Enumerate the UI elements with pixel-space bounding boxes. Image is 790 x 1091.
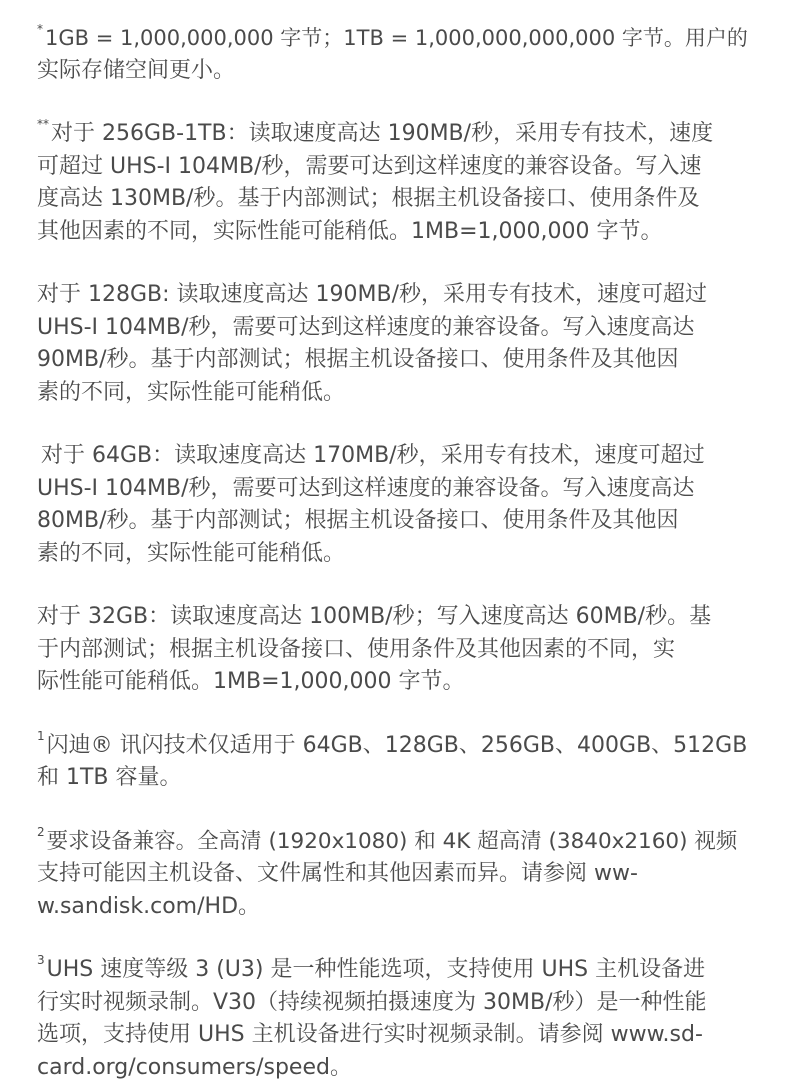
note-line: 素的不同，实际性能可能稍低。 xyxy=(37,540,346,566)
note-line: 选项，支持使用 UHS 主机设备进行实时视频录制。请参阅 www.sd- xyxy=(37,1022,703,1047)
note-line: 其他因素的不同，实际性能可能稍低。1MB=1,000,000 字节。 xyxy=(37,218,663,244)
note-line: 可超过 UHS-I 104MB/秒，需要可达到这样速度的兼容设备。写入速 xyxy=(37,153,702,179)
note-line: UHS 速度等级 3 (U3) 是一种性能选项，支持使用 UHS 主机设备进 xyxy=(46,957,706,982)
footnote-3 xyxy=(37,954,750,1084)
note-line: 80MB/秒。基于内部测试；根据主机设备接口、使用条件及其他因 xyxy=(37,508,679,533)
note-line: 1GB = 1,000,000,000 字节；1TB = 1,000,000,000,000 字节。用户的 xyxy=(45,26,748,50)
note-capacity xyxy=(37,22,750,87)
note-line: 对于 128GB: 读取速度高达 190MB/秒，采用专有技术，速度可超过 xyxy=(37,282,708,307)
note-speed-128gb xyxy=(37,279,750,409)
note-line: 对于 64GB：读取速度高达 170MB/秒，采用专有技术，速度可超过 xyxy=(41,443,705,468)
footnote-1 xyxy=(37,730,750,795)
note-speed-256gb-1tb xyxy=(37,118,750,248)
note-speed-32gb xyxy=(37,601,750,699)
note-line: UHS-I 104MB/秒，需要可达到这样速度的兼容设备。写入速度高达 xyxy=(37,475,695,501)
note-line: card.org/consumers/speed。 xyxy=(37,1054,352,1080)
note-line: 实际存储空间更小。 xyxy=(37,57,236,83)
note-line: 对于 32GB：读取速度高达 100MB/秒；写入速度高达 60MB/秒。基 xyxy=(37,604,712,629)
note-line: 要求设备兼容。全高清 (1920x1080) 和 4K 超高清 (3840x2160) 视频 xyxy=(46,828,738,854)
note-line: 和 1TB 容量。 xyxy=(37,765,182,790)
note-line: 对于 256GB-1TB：读取速度高达 190MB/秒，采用专有技术，速度 xyxy=(51,121,714,146)
note-line: 度高达 130MB/秒。基于内部测试；根据主机设备接口、使用条件及 xyxy=(37,186,700,211)
note-line: w.sandisk.com/HD。 xyxy=(37,893,261,919)
footnote-2 xyxy=(37,826,750,924)
footnote-marker: 3 xyxy=(37,953,45,967)
note-line: 际性能可能稍低。1MB=1,000,000 字节。 xyxy=(37,669,465,694)
note-line: 行实时视频录制。V30（持续视频拍摄速度为 30MB/秒）是一种性能 xyxy=(37,989,707,1015)
note-line: 闪迪® 讯闪技术仅适用于 64GB、128GB、256GB、400GB、512GB xyxy=(46,732,748,758)
note-line: 素的不同，实际性能可能稍低。 xyxy=(37,379,346,405)
footnote-marker: ** xyxy=(37,117,49,131)
footnote-marker: * xyxy=(37,22,43,36)
note-line: 支持可能因主机设备、文件属性和其他因素而异。请参阅 ww- xyxy=(37,861,638,886)
footnote-marker: 2 xyxy=(37,824,45,839)
footnote-marker: 1 xyxy=(37,728,45,743)
note-line: 于内部测试；根据主机设备接口、使用条件及其他因素的不同，实 xyxy=(37,636,676,662)
note-line: UHS-I 104MB/秒，需要可达到这样速度的兼容设备。写入速度高达 xyxy=(37,314,695,340)
note-line: 90MB/秒。基于内部测试；根据主机设备接口、使用条件及其他因 xyxy=(37,347,679,372)
note-speed-64gb xyxy=(37,440,750,570)
